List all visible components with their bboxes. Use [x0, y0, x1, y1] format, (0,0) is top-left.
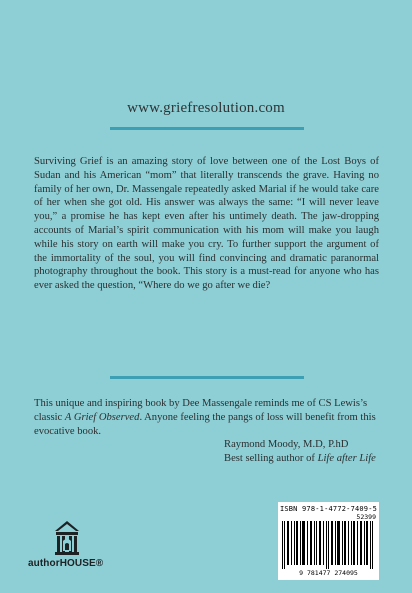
price-addon: 52399 [356, 513, 376, 521]
quote-text-after: . Anyone feeling the pangs of loss will benefit from this evocative book. [34, 411, 376, 437]
barcode-box [278, 502, 379, 580]
endorsement-quote [34, 397, 379, 438]
barcode-bars [282, 521, 375, 569]
publisher-name: authorHOUSE® [28, 558, 104, 569]
isbn-label: ISBN 978-1-4772-7409-5 [279, 505, 378, 513]
top-divider [110, 127, 304, 130]
quote-text-before: This unique and inspiring book by Dee Massengale reminds me of CS Lewis’s classic [34, 398, 368, 423]
endorser-name: Raymond Moody, M.D, P.hD [224, 439, 349, 450]
ean-digits: 9 781477 274095 [299, 569, 358, 577]
endorser-credit [224, 452, 378, 466]
credit-prefix: Best selling author of [224, 453, 318, 464]
book-description: Surviving Grief is an amazing story of love between one of the Lost Boys of Sudan and his American “mom” that literally transcends the grave. Having no family of her own, Dr. Massengale repeatedly asked Marial if he would take care of her when she got old. His answer was always the same: “I will never leave you,” a promise he has kept even after his untimely death. The jaw-dropping accounts of Marial’s spirit communication with his mom will make you laugh while his story on earth will make you cry. To further support the argument of the immortality of the soul, you will find convincing and dramatic paranormal photography throughout the book. This story is a must-read for anyone who has ever asked the question, “Where do we go after we die? [34, 156, 379, 292]
bottom-divider [110, 376, 304, 379]
credit-book-title: Life after Life [317, 453, 376, 464]
quote-book-title: A Grief Observed [64, 411, 140, 423]
website-url[interactable]: www.griefresolution.com [127, 100, 285, 116]
